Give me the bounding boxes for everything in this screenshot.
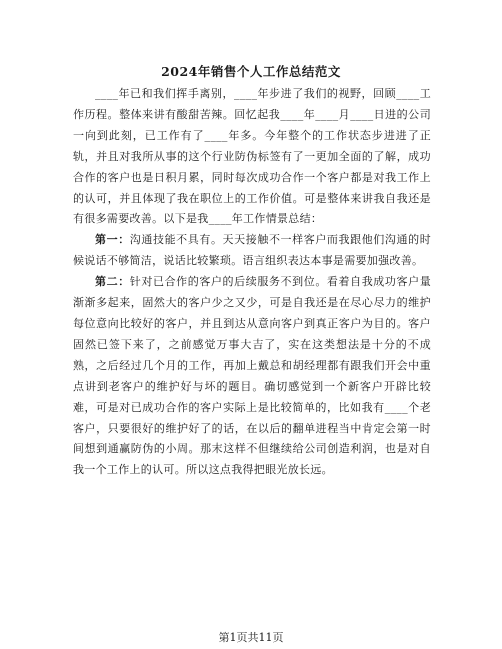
paragraph-first — [73, 230, 431, 272]
paragraph-text: 沟通技能不具有。天天接触不一样客户而我跟他们沟通的时候说话不够简洁，说话比较繁琐。语言组织表达本事是需要加强改善。 — [73, 233, 431, 268]
paragraph-second — [73, 272, 431, 481]
paragraph-lead: 第一： — [95, 233, 130, 247]
document-title: 2024年销售个人工作总结范文 — [161, 64, 341, 79]
paragraph-intro — [73, 84, 431, 230]
document-body — [73, 84, 431, 481]
page-number: 第1页共11页 — [218, 631, 284, 644]
paragraph-lead: 第二： — [95, 275, 130, 289]
paragraph-text: ____年已和我们挥手离别，____年步进了我们的视野，回顾____工作历程。整体来讲有酸甜苦辣。回忆起我____年____月____日进的公司一向到此刻，已工作有了____年多。今年整个的工作状态步进进了正轨，并且对我所从事的这个行业防伪标签有了一更加全面的了解，成功合作的客户也是日积月累，同时每次成功合作一个客户都是对我工作上的认可，并且体现了我在职位上的工作价值。可是整体来讲我自我还是有很多需要改善。以下是我____年工作情景总结： — [73, 87, 431, 226]
paragraph-text: 针对已合作的客户的后续服务不到位。看着自我成功客户量渐渐多起来，固然大的客户少之又少，可是自我还是在尽心尽力的维护每位意向比较好的客户，并且到达从意向客户到真正客户为目的。客户固然已签下来了，之前感觉万事大吉了，实在这类想法是十分的不成熟，之后经过几个月的工作，再加上戴总和胡经理都有跟我们开会中重点讲到老客户的维护好与坏的题目。确切感觉到一个新客户开辟比较难，可是对已成功合作的客户实际上是比较简单的，比如我有____个老客户，只要很好的维护好了的话，在以后的翻单进程当中肯定会第一时间想到通赢防伪的小周。那末这样不但继续给公司创造利润，也是对自我一个工作上的认可。所以这点我得把眼光放长远。 — [73, 275, 431, 477]
